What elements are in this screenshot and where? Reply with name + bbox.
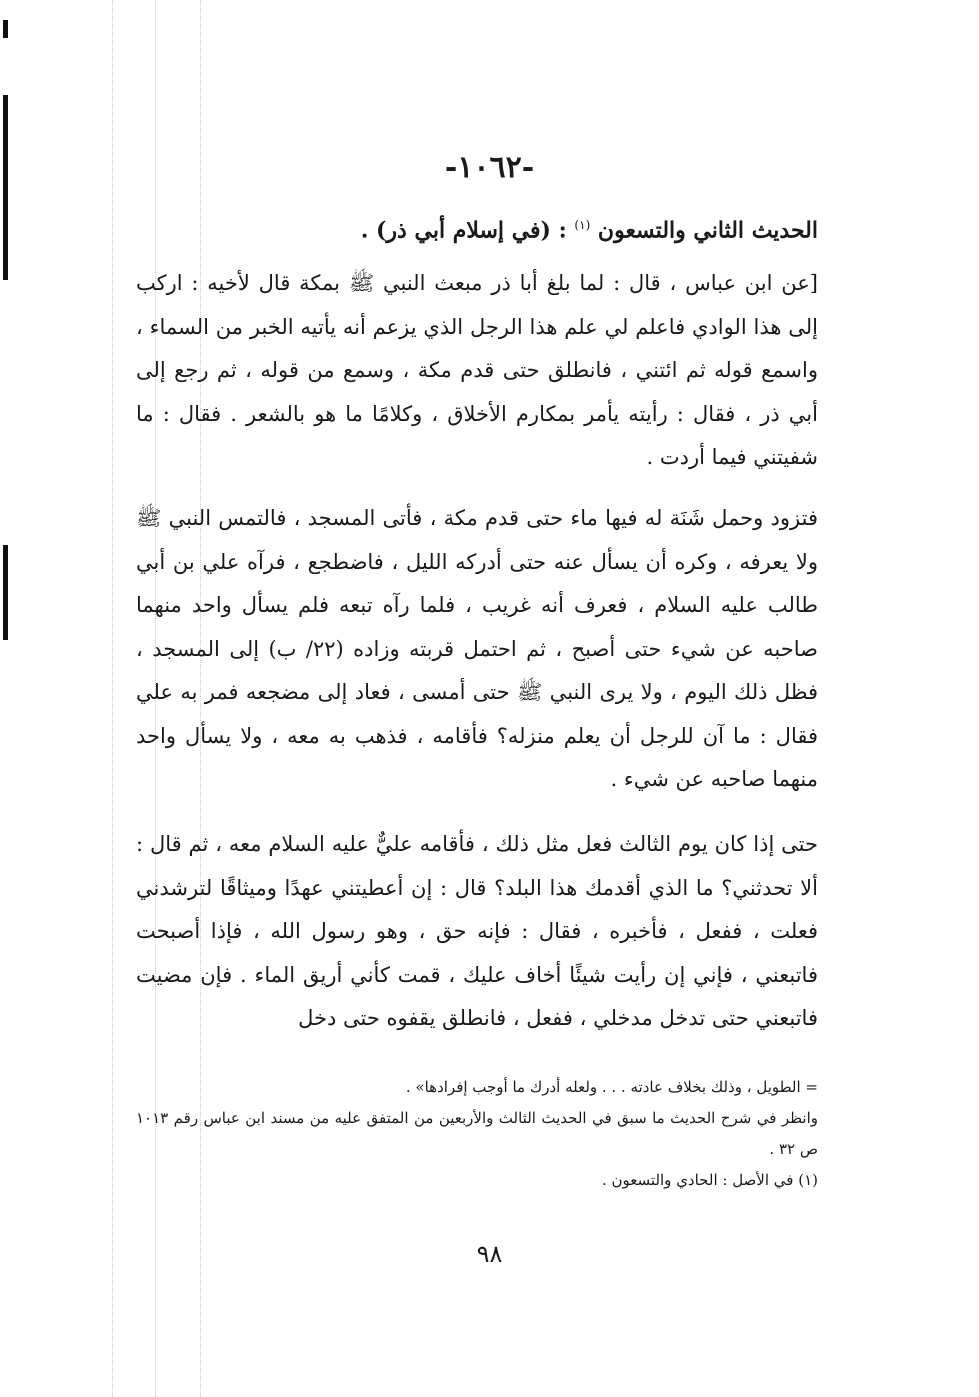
scan-edge-mark [3, 545, 8, 640]
scan-gutter-line [112, 0, 113, 1397]
scan-edge-mark [3, 95, 8, 280]
paragraph-2: فتزود وحمل شَنَة له فيها ماء حتى قدم مكة ، فأتى المسجد ، فالتمس النبي ﷺ ولا يعرفه ، وكره أن يسأل عنه حتى أدركه الليل ، فاضطجع ، فرآه علي بن أبي طالب عليه السلام ، فعرف أنه غريب ، فلما رآه تبعه فلم يسأل واحد منهما صاحبه عن شيء حتى أصبح ، ثم احتمل قربته وزاده (٢٢/ ب) إلى المسجد ، فظل ذلك اليوم ، ولا يرى النبي ﷺ حتى أمسى ، فعاد إلى مضجعه فمر به علي فقال : ما آن للرجل أن يعلم منزله؟ فأقامه ، فذهب به معه ، ولا يسأل واحد منهما صاحبه عن شيء . [136, 506, 818, 791]
footnote-line: = الطويل ، وذلك بخلاف عادته . . . ولعله أدرك ما أوجب إفرادها» . [405, 1078, 818, 1096]
heading-title: الحديث الثاني والتسعون [597, 217, 818, 244]
heading-subtitle: : (في إسلام أبي ذر) . [360, 217, 567, 244]
paragraph-3: حتى إذا كان يوم الثالث فعل مثل ذلك ، فأقامه عليٌّ عليه السلام معه ، ثم قال : ألا تحدثني؟ ما الذي أقدمك هذا البلد؟ قال : إن أعطيتني عهدًا وميثاقًا لترشدني فعلت ، ففعل ، فأخبره ، فقال : فإنه حق ، وهو رسول الله ، فإذا أصبحت فاتبعني ، فإني إن رأيت شيئًا أخاف عليك ، قمت كأني أريق الماء . فإن مضيت فاتبعني حتى تدخل مدخلي ، ففعل ، فانطلق يقفوه حتى دخل [136, 832, 819, 1030]
heading-footnote-mark: (١) [574, 218, 591, 232]
top-page-number: -١٠٦٢- [444, 150, 535, 185]
footnotes [136, 1072, 818, 1196]
footnote-line: وانظر في شرح الحديث ما سبق في الحديث الثالث والأربعين من المتفق عليه من مسند ابن عباس رقم ١٠١٣ ص ٣٢ . [136, 1109, 818, 1158]
paragraph-1: [عن ابن عباس ، قال : لما بلغ أبا ذر مبعث النبي ﷺ بمكة قال لأخيه : اركب إلى هذا الوادي فاعلم لي علم هذا الرجل الذي يزعم أنه يأتيه الخبر من السماء ، واسمع قوله ثم ائتني ، فانطلق حتى قدم مكة ، وسمع من قوله ، ثم رجع إلى أبي ذر ، فقال : رأيته يأمر بمكارم الأخلاق ، وكلامًا ما هو بالشعر . فقال : ما شفيتني فيما أردت . [136, 271, 818, 469]
page-number: ٩٨ [476, 1240, 503, 1268]
scan-edge-mark [3, 20, 8, 38]
hadith-heading [136, 205, 818, 250]
footnote-line: (١) في الأصل : الحادي والتسعون . [602, 1171, 818, 1189]
